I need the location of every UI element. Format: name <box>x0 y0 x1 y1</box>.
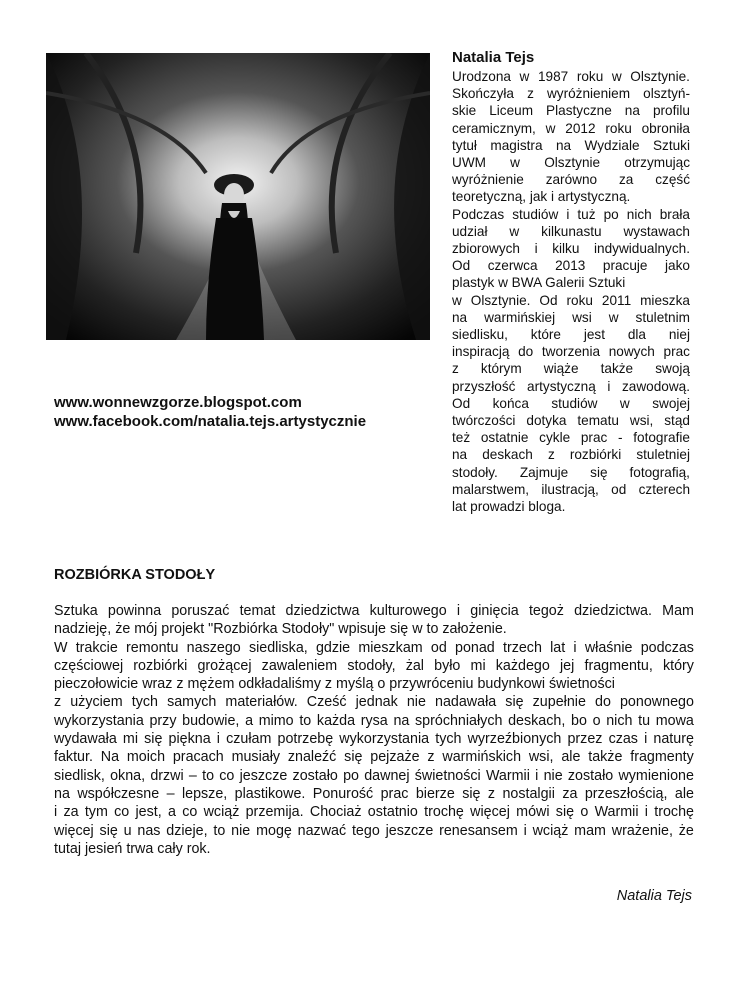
text-line: skie Liceum Plastyczne na profilu <box>452 103 690 119</box>
article-body <box>54 602 694 858</box>
text-line: Urodzona w 1987 roku w Olsztynie. <box>452 69 690 84</box>
text-line: udział w kilkunastu wystawach <box>452 223 690 239</box>
text-line: na warmińskiej wsi w stuletnim <box>452 309 690 325</box>
text-line: stodoły. Zajmuje się fotografią, <box>452 464 690 480</box>
text-line: ceramicznym, w 2012 roku obroniła <box>452 120 690 136</box>
text-line: plastyk w BWA Galerii Sztuki <box>452 275 626 291</box>
article <box>54 566 694 858</box>
text-line: siedlisku, które jest dla niej <box>452 327 690 343</box>
text-line: więcej się u nas dzieje, to nie mogę nazwać tego jeszcze renesansem i wciąż mam wrażenie, że <box>54 822 694 839</box>
text-line: z którym wiąże także swoją <box>452 361 690 377</box>
text-line: inspiracją do tworzenia nowych prac <box>452 344 690 360</box>
text-line: UWM w Olsztynie otrzymując <box>452 155 690 171</box>
text-line: wyróżnienie zarówno za część <box>452 172 690 188</box>
facebook-link[interactable]: www.facebook.com/natalia.tejs.artystycznie <box>54 413 367 430</box>
text-line: na deskach z rozbiórki stuletniej <box>452 447 690 463</box>
text-line: też ostatnie cykle prac - fotografie <box>452 430 690 446</box>
text-line: tutaj jesień trwa cały rok. <box>54 840 211 857</box>
text-line: w Olsztynie. Od roku 2011 mieszka <box>452 292 690 308</box>
text-line: Od końca studiów w swojej <box>452 395 690 411</box>
text-line: malarstwem, ilustracją, od czterech <box>452 481 690 497</box>
text-line: Od czerwca 2013 pracuje jako <box>452 258 690 274</box>
text-line: na współczesne – lepsze, plastikowe. Ponurość prac bierze się z nostalgii za przeszłością, ale <box>54 785 694 802</box>
artist-photo <box>46 53 430 340</box>
text-line: teoretyczną, jak i artystyczną. <box>452 189 631 205</box>
text-line: pieczołowicie wraz z mężem odkładaliśmy z myślą o przywróceniu budynkowi świetności <box>54 676 615 693</box>
text-line: zbiorowych i kilku indywidualnych. <box>452 241 690 257</box>
text-line: siedlisk, okna, drzwi – to co jeszcze zostało po dawnej świetności Warmii i nie zostało wymienione <box>54 767 694 784</box>
blog-link[interactable]: www.wonnewzgorze.blogspot.com <box>54 394 302 411</box>
text-line: lat prowadzi bloga. <box>452 499 566 515</box>
signature: Natalia Tejs <box>616 888 692 904</box>
text-line: wydawała mi się piękna i czułam potrzebę wykorzystania tych wyrzeźbionych przez czas i naturę <box>54 731 694 748</box>
artist-name: Natalia Tejs <box>452 49 535 66</box>
text-line: częściowej rozbiórki grożącej zawaleniem stodoły, żal było mi każdego jej fragmentu, który <box>54 657 694 674</box>
text-line: tytuł magistra na Wydziale Sztuki <box>452 137 690 153</box>
artist-bio <box>452 49 690 515</box>
text-line: wykorzystania przy budowie, a mimo to każda rysa na spróchniałych deskach, bo o nich tu mowa <box>54 712 694 729</box>
text-line: W trakcie remontu naszego siedliska, gdzie mieszkam od ponad trzech lat i właśnie podczas <box>54 639 694 656</box>
website-links <box>54 393 366 431</box>
text-line: Podczas studiów i tuż po nich brała <box>452 206 690 222</box>
article-heading: ROZBIÓRKA STODOŁY <box>54 567 216 583</box>
text-line: i za tym co jest, a co wciąż przemija. Chociaż ostatnio trochę więcej mówi się o Warmii i trochę <box>54 804 694 821</box>
text-line: faktur. Na moich pracach musiały znaleźć się pejzaże z warmińskich wsi, ale także fragmenty <box>54 749 694 766</box>
forest-portrait-image <box>46 53 430 340</box>
bio-text <box>452 68 690 515</box>
text-line: twórczości dotyka tematu wsi, stąd <box>452 413 690 429</box>
text-line: przyszłość artystyczną i zawodową. <box>452 378 690 394</box>
text-line: z użyciem tych samych materiałów. Cześć jednak nie nadawała się zupełnie do ponownego <box>54 694 694 711</box>
text-line: Sztuka powinna poruszać temat dziedzictwa kulturowego i ginięcia tegoż dziedzictwa. Mam <box>54 603 694 619</box>
text-line: Skończyła z wyróżnieniem olsztyń- <box>452 86 690 102</box>
text-line: nadzieję, że mój projekt "Rozbiórka Stodoły" wpisuje się w to założenie. <box>54 621 507 638</box>
